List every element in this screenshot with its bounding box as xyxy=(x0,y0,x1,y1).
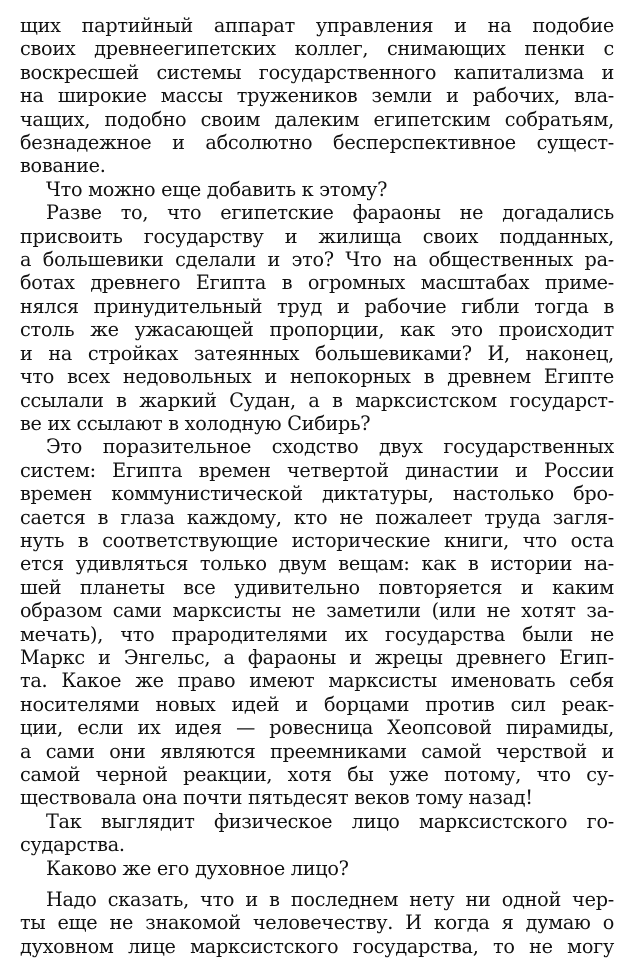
paragraph-5 xyxy=(20,810,614,857)
text-line: ществовала она почти пятьдесят веков тому назад! xyxy=(20,786,533,810)
text-line: нуть в соответствующие исторические книги, что оста xyxy=(20,528,614,552)
text-line: Это поразительное сходство двух государственных xyxy=(46,435,614,459)
paragraph-4 xyxy=(20,435,614,810)
paragraph-1 xyxy=(20,14,614,178)
text-line: а сами они являются преемниками самой черствой и xyxy=(20,739,614,763)
text-line: Каково же его духовное лицо? xyxy=(46,856,349,880)
text-line: систем: Египта времен четвертой династии и России xyxy=(20,458,614,482)
text-line: сударства. xyxy=(20,833,125,857)
text-line: щих партийный аппарат управления и на подобие xyxy=(20,14,614,37)
text-line: та. Какое же право имеют марксисты именовать себя xyxy=(20,669,614,693)
text-line: вование. xyxy=(20,154,106,178)
text-line: ссылали в жаркий Судан, а в марксистском государст- xyxy=(20,388,614,412)
text-line: Что можно еще добавить к этому? xyxy=(46,177,388,201)
text-line: на широкие массы тружеников земли и рабочих, вла- xyxy=(20,84,614,108)
text-line: Так выглядит физическое лицо марксистского го- xyxy=(46,809,614,833)
text-line: духовном лице марксистского государства, то не могу xyxy=(20,934,614,958)
text-line: столь же ужасающей пропорции, как это происходит xyxy=(20,318,614,342)
text-line: Маркс и Энгельс, а фараоны и жрецы древнего Егип- xyxy=(20,645,614,669)
paragraph-3 xyxy=(20,201,614,435)
text-line: и на стройках затеянных большевиками? И, наконец, xyxy=(20,341,614,365)
text-line: сается в глаза каждому, кто не пожалеет труда загля- xyxy=(20,505,614,529)
paragraph-2 xyxy=(20,178,614,201)
text-line: нялся принудительный труд и рабочие гибли тогда в xyxy=(20,294,614,318)
text-line: безнадежное и абсолютно бесперспективное сущест- xyxy=(20,131,614,155)
text-line: мечать), что прародителями их государства были не xyxy=(20,622,614,646)
text-line: ется удивляться только двум вещам: как в истории на- xyxy=(20,552,614,576)
text-line: ты еще не знакомой человечеству. И когда я думаю о xyxy=(20,911,614,935)
text-line: ве их ссылают в холодную Сибирь? xyxy=(20,411,371,435)
text-line: шей планеты все удивительно повторяется и каким xyxy=(20,575,614,599)
text-line: Надо сказать, что и в последнем нету ни одной чер- xyxy=(46,888,614,912)
text-line: а большевики сделали и это? Что на общественных ра- xyxy=(20,248,614,272)
text-line: присвоить государству и жилища своих подданных, xyxy=(20,224,614,248)
text-line: времен коммунистической диктатуры, настолько бро- xyxy=(20,482,614,506)
text-line: воскресшей системы государственного капитализма и xyxy=(20,60,614,84)
text-line: что всех недовольных и непокорных в древнем Египте xyxy=(20,365,614,389)
text-line: ции, если их идея — ровесница Хеопсовой пирамиды, xyxy=(20,716,614,740)
book-page-text xyxy=(20,14,614,958)
text-line: Разве то, что египетские фараоны не догадались xyxy=(46,201,614,225)
text-line: ботах древнего Египта в огромных масштабах приме- xyxy=(20,271,614,295)
paragraph-6 xyxy=(20,857,614,880)
text-line: самой черной реакции, хотя бы уже потому, что су- xyxy=(20,763,614,786)
paragraph-7 xyxy=(20,888,614,958)
text-line: носителями новых идей и борцами против сил реак- xyxy=(20,692,614,716)
text-line: образом сами марксисты не заметили (или не хотят за- xyxy=(20,599,614,623)
text-line: своих древнеегипетских коллег, снимающих пенки с xyxy=(20,37,614,61)
text-line: чащих, подобно своим далеким египетским собратьям, xyxy=(20,107,614,131)
